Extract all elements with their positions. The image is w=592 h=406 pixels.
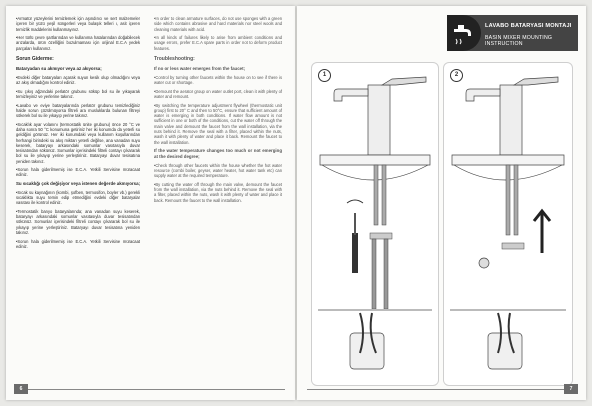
left-page (6, 6, 295, 400)
list-item: •Sıcak su kaynağının (kombi, şofben, termosifon, boyler vb.) gerekli sıcaklıkta suyu temin edip etmediğini evdeki diğer bataryalar vasıtası ile kontrol ediniz. (16, 189, 140, 206)
list-item: •Sıcaklık ayar volanını (termostatik ünite grubunu) önce 20 °C ve daha sonra 50 °C konumuna getiriniz her iki konumda da yeterli su geldiğini görünüz. Her iki konumdaki veya kullanım koşullarından herhangi birindeki su akış miktarı yeterli değilse, ana vanadan suyu keserek, bataryayı arkasındaki somunlar vasıtasıyla duvar tesisatından sökünüz. Somunlar içerisindeki filtreli contayı çıkararak bol su ile yıkayıp yerine yerleştiriniz. Bataryayı duvar tesisatına yeniden takınız. (16, 121, 140, 164)
section-title: If no or less water emerges from the faucet; (154, 66, 246, 72)
page-number: 7 (564, 384, 578, 394)
footer-rule (28, 389, 285, 390)
figure-number: 1 (318, 69, 331, 82)
list-item: •By cutting the water off through the main valve, demount the faucet from the wall installation, via the nuts behind it. Remove the seal with a filter, placed within the nuts, wash it with plenty of water and place it back. Remount the faucet to the wall installation. (154, 181, 282, 203)
page-number: 6 (14, 384, 28, 394)
left-column-english (154, 16, 282, 206)
list-item: •Termostatik banyo bataryalarında; ana vanadan suyu keserek, bataryayı arkasındaki somunlar vasıtasıyla duvar tesisatından sökünüz. Somunlar içerisindeki filtreli contayı çıkararak bol su ile yıkayıp yerine yerleştiriniz. Bataryayı duvar tesisatına yeniden takınız. (16, 208, 140, 236)
list-item: •Sorun hala giderilmemiş ise E.C.A. Yetkili Servisine müracaat ediniz. (16, 238, 140, 249)
list-item: •Sorun hala giderilmemiş ise E.C.A. Yetkili Servisine müracaat ediniz. (16, 167, 140, 178)
list-item: •Check through other faucets within the house whether the hot water resource (combi boiler, geyser, water heater, hot water tank etc) can supply water at the required temperature. (154, 162, 282, 179)
intro-paragraph: •Armatür yüzeylerini temizlemek için aşındırıcı ve sert malzemeler içeren bir yüzü yeşil süngerleri veya bulaşık telleri ı, asit içeren temizlik maddelerini kullanmayınız. (16, 16, 140, 32)
intro-paragraph: •In order to clean armature surfaces, do not use sponges with a green side which contains abrasive and hard materials nor steel wools and cleaning materials with acid. (154, 16, 282, 32)
list-item: •Su çıkış ağzındaki perlatör grubunu söküp bol su ile yıkayarak temizleyiniz ve yerlerine takınız. (16, 88, 140, 100)
faucet-mounting-illustration (444, 63, 572, 385)
right-page (297, 6, 586, 400)
section-title: Su sıcaklığı çok değişiyor veya istenen değerde akmıyorsa; (16, 180, 140, 186)
faucet-removal-illustration (312, 63, 438, 385)
list-item: •Lavabo ve eviye bataryalarında perlatör grubunu temizlediğiniz halde sorun çözülmüyorsa filtreli ara musluklarda bulunan filtreyi sökerek bol su ile yıkayıp yerine takınız. (16, 102, 140, 119)
section-title: If the water temperature changes too much or not emerging at the desired degree; (154, 148, 282, 159)
section-title: Bataryadan su akmıyor veya az akıyorsa; (16, 66, 102, 72)
figure-2-panel (443, 62, 573, 386)
footer-rule (307, 389, 564, 390)
list-item: •Demount the aerator group on water outlet port, clean it with plenty of water and remount. (154, 88, 282, 100)
troubleshooting-heading: Sorun Giderme: (16, 55, 54, 62)
list-item: •Evdeki diğer bataryaları açarak suyun kesik olup olmadığını veya az akış olmadığını kontrol ediniz. (16, 74, 140, 86)
intro-paragraph: •Her türlü çevre şartlarından ve kullanıma hatalarından doğabilecek arızalarda, ürün özelliğini bozulmaması için orijinal E.C.A yedek parçaları kullanınız. (16, 35, 140, 51)
header-title-en: BASIN MIXER MOUNTING INSTRUCTION (485, 35, 553, 47)
left-column-turkish (16, 16, 140, 252)
list-item: •Control by turning other faucets within the house on to see if there is water cut or shortage. (154, 74, 282, 86)
mounting-header (447, 15, 578, 51)
troubleshooting-heading: Troubleshooting: (154, 55, 195, 62)
figure-1-panel (311, 62, 439, 386)
faucet-logo-icon (447, 15, 481, 51)
intro-paragraph: •In all kinds of failures likely to arise from ambient conditions and usage errors, prefer E.C.A spare parts in order not to deform product features. (154, 35, 282, 51)
figure-number: 2 (450, 69, 463, 82)
list-item: •By switching the temperature adjustment flywheel (thermostatic unit group) first to 20° C and then to 50°C, ensure that sufficient amount of water is emerging in both conditions. If water flow amount is not sufficient in one or both of the conditions, cut the water off through the main valve and demount the faucet from the wall installation, via the nuts behind it. Remove the seal with a filter, placed within the nuts, wash it with plenty of water and place it back. Remount the faucet to the wall installation. (154, 102, 282, 145)
header-title-tr: LAVABO BATARYASI MONTAJI (485, 23, 572, 29)
